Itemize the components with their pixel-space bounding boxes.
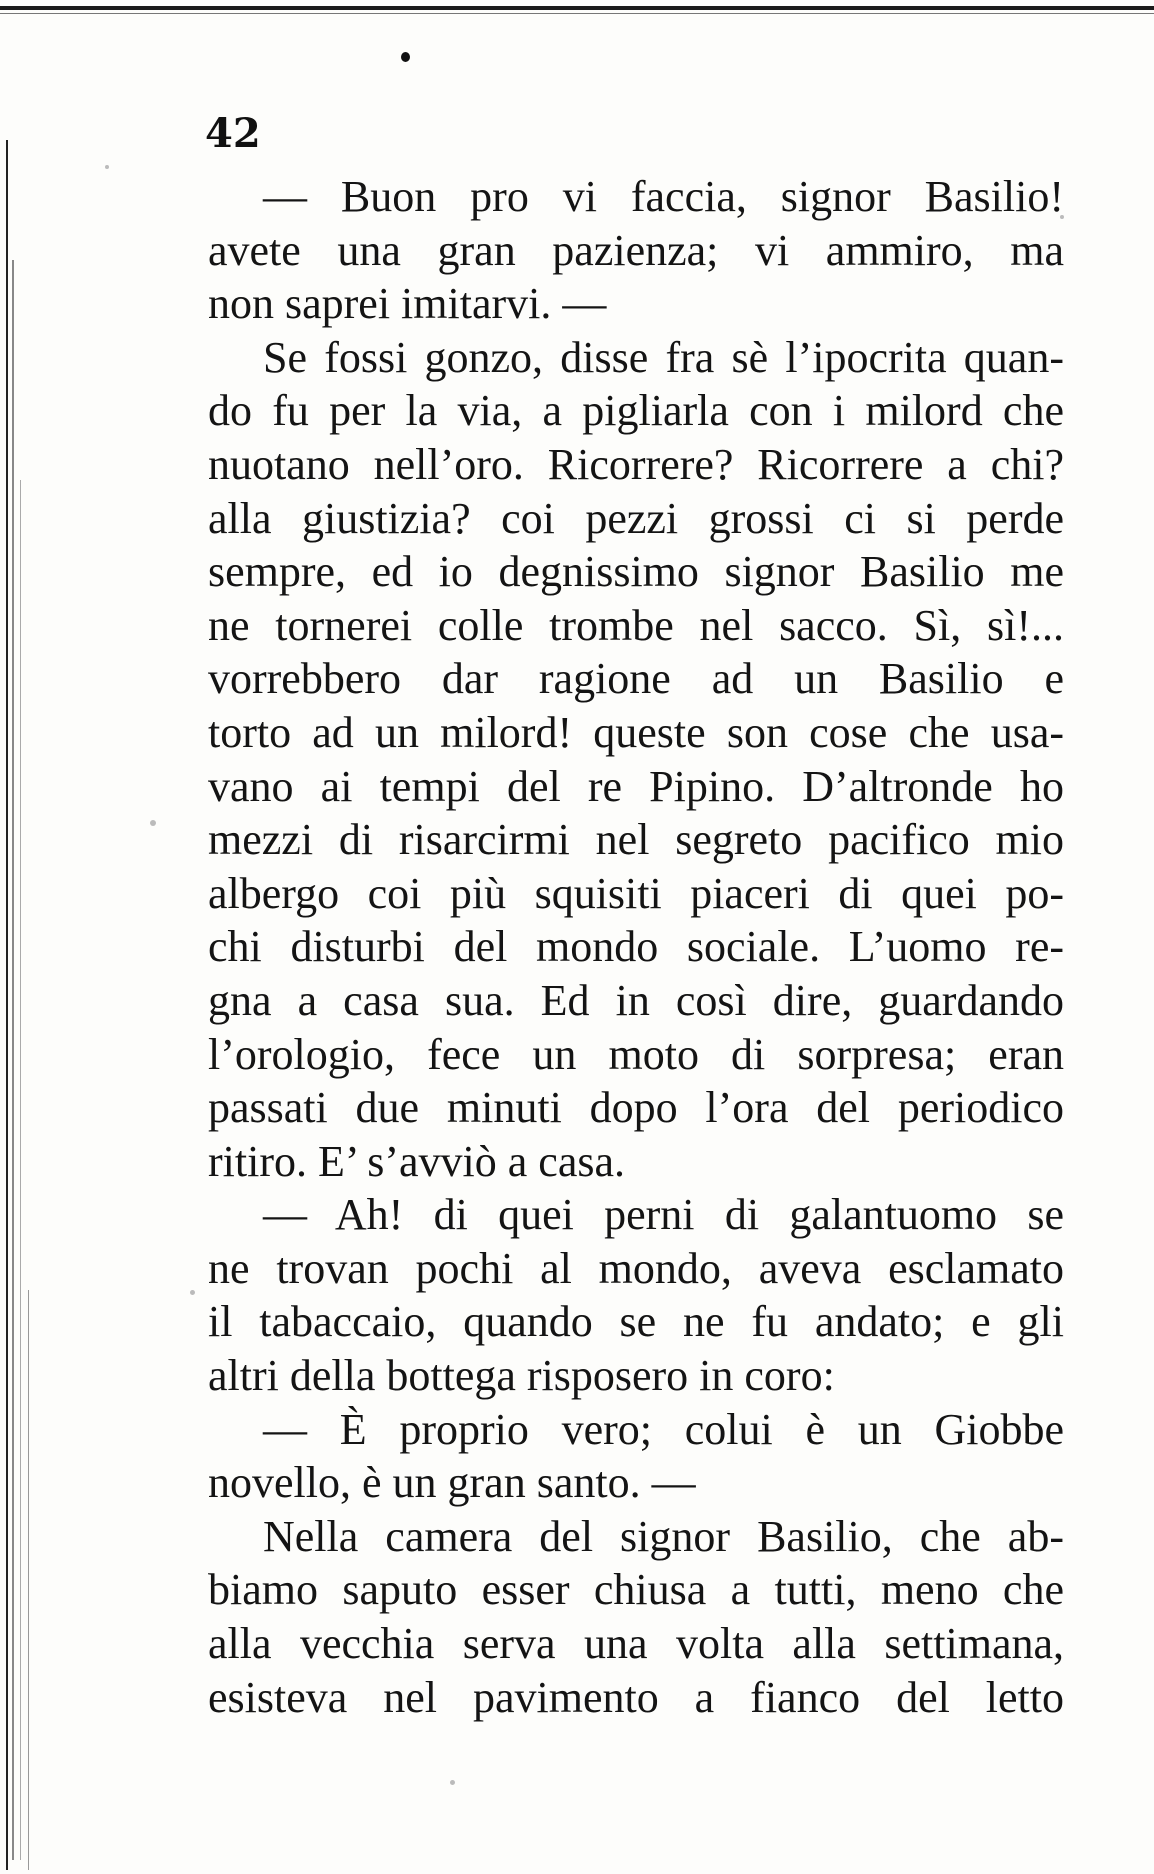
text-line: — Buon pro vi faccia, signor Basilio! <box>263 172 1064 221</box>
text-line: albergo coi più squisiti piaceri di quei po- <box>208 868 1064 918</box>
text-line: l’orologio, fece un moto di sorpresa; eran <box>208 1029 1064 1079</box>
text-line: Se fossi gonzo, disse fra sè l’ipocrita quan- <box>263 332 1064 382</box>
text-line: Nella camera del signor Basilio, che ab- <box>263 1511 1064 1561</box>
page-number: 42 <box>205 110 261 157</box>
text-line: passati due minuti dopo l’ora del periodico <box>208 1083 1064 1133</box>
top-border-thin-rule <box>0 13 1154 14</box>
text-line: il tabaccaio, quando se ne fu andato; e gli <box>208 1297 1064 1347</box>
text-line: ne trovan pochi al mondo, aveva esclamato <box>208 1243 1064 1293</box>
text-line: esisteva nel pavimento a fianco del letto <box>208 1672 1064 1722</box>
body-text <box>208 170 1064 1724</box>
paper-speck <box>105 165 109 169</box>
ink-dot <box>401 52 410 62</box>
paper-speck <box>450 1780 455 1785</box>
text-line: altri della bottega risposero in coro: <box>208 1351 835 1401</box>
text-line: torto ad un milord! queste son cose che usa- <box>208 707 1064 757</box>
text-line: — Ah! di quei perni di galantuomo se <box>263 1190 1064 1240</box>
text-line: alla vecchia serva una volta alla settimana, <box>208 1619 1064 1669</box>
paper-speck <box>150 820 156 826</box>
binding-line <box>6 140 8 1870</box>
text-line: vano ai tempi del re Pipino. D’altronde ho <box>208 761 1064 811</box>
text-line: do fu per la via, a pigliarla con i milord che <box>208 386 1064 436</box>
text-line: alla giustizia? coi pezzi grossi ci si perde <box>208 493 1064 543</box>
text-line: non saprei imitarvi. — <box>208 279 607 329</box>
text-line: sempre, ed io degnissimo signor Basilio me <box>208 547 1064 597</box>
binding-line <box>12 260 14 1860</box>
text-line: biamo saputo esser chiusa a tutti, meno che <box>208 1565 1064 1615</box>
binding-line <box>20 480 21 1860</box>
binding-edge <box>0 140 44 1870</box>
text-line: novello, è un gran santo. — <box>208 1458 696 1508</box>
top-border-rule <box>0 6 1154 10</box>
text-line: gna a casa sua. Ed in così dire, guardando <box>208 975 1064 1025</box>
text-line: ritiro. E’ s’avviò a casa. <box>208 1136 626 1186</box>
text-line: ne tornerei colle trombe nel sacco. Sì, sì!... <box>208 600 1064 650</box>
text-line: avete una gran pazienza; vi ammiro, ma <box>208 225 1064 275</box>
text-line: — È proprio vero; colui è un Giobbe <box>263 1404 1064 1454</box>
text-line: mezzi di risarcirmi nel segreto pacifico mio <box>208 815 1064 865</box>
paper-speck <box>190 1290 195 1295</box>
text-line: nuotano nell’oro. Ricorrere? Ricorrere a chi? <box>208 439 1064 489</box>
binding-line <box>28 1290 29 1870</box>
text-line: chi disturbi del mondo sociale. L’uomo re- <box>208 922 1064 972</box>
text-line: vorrebbero dar ragione ad un Basilio e <box>208 654 1064 704</box>
